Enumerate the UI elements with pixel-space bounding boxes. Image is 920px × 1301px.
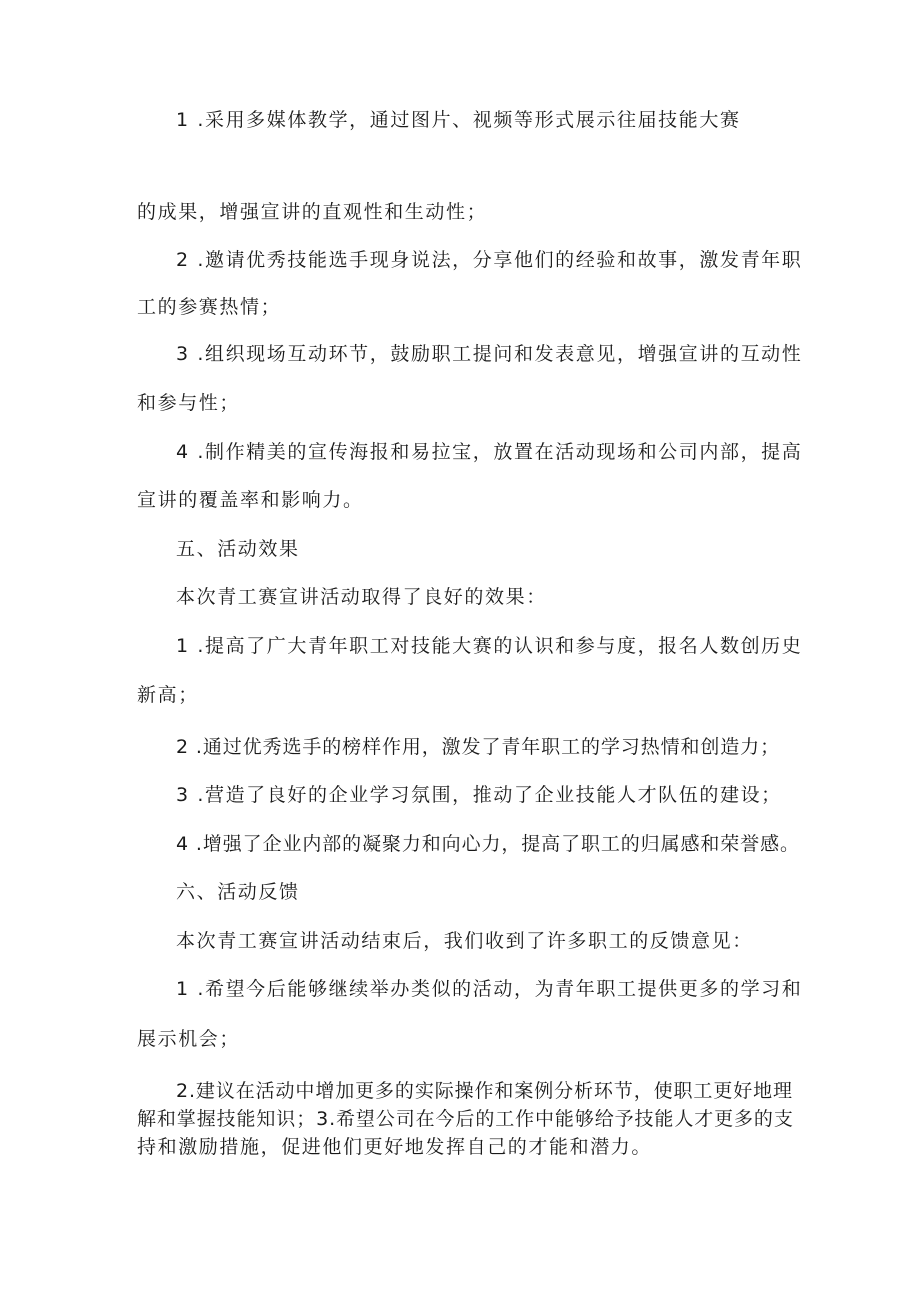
paragraph-line: 1 .提高了广大青年职工对技能大赛的认识和参与度，报名人数创历史 <box>176 635 803 657</box>
paragraph-line: 3 .组织现场互动环节，鼓励职工提问和发表意见，增强宣讲的互动性 <box>176 343 803 365</box>
section-heading: 六、活动反馈 <box>176 881 300 903</box>
paragraph-line: 持和激励措施，促进他们更好地发挥自己的才能和潜力。 <box>137 1136 653 1158</box>
paragraph-line: 宣讲的覆盖率和影响力。 <box>137 489 364 511</box>
paragraph-line: 4 .增强了企业内部的凝聚力和向心力，提高了职工的归属感和荣誉感。 <box>176 833 800 855</box>
paragraph-line: 本次青工赛宣讲活动取得了良好的效果： <box>176 586 547 608</box>
section-heading: 五、活动效果 <box>176 538 300 560</box>
paragraph-line: 本次青工赛宣讲活动结束后，我们收到了许多职工的反馈意见： <box>176 930 753 952</box>
paragraph-line: 的成果，增强宣讲的直观性和生动性； <box>137 201 488 223</box>
paragraph-line: 3 .营造了良好的企业学习氛围，推动了企业技能人才队伍的建设； <box>176 784 782 806</box>
paragraph-line: 1 .希望今后能够继续举办类似的活动，为青年职工提供更多的学习和 <box>176 978 803 1000</box>
paragraph-line: 1 .采用多媒体教学，通过图片、视频等形式展示往届技能大赛 <box>176 109 741 131</box>
paragraph-line: 解和掌握技能知识；3.希望公司在今后的工作中能够给予技能人才更多的支 <box>137 1108 794 1130</box>
paragraph-line: 工的参赛热情； <box>137 296 282 318</box>
paragraph-line: 2 .邀请优秀技能选手现身说法，分享他们的经验和故事，激发青年职 <box>176 249 803 271</box>
paragraph-line: 和参与性； <box>137 392 241 414</box>
paragraph-line: 2.建议在活动中增加更多的实际操作和案例分析环节，使职工更好地理 <box>176 1080 793 1102</box>
paragraph-line: 展示机会； <box>137 1028 241 1050</box>
paragraph-line: 新高； <box>137 684 199 706</box>
paragraph-line: 2 .通过优秀选手的榜样作用，激发了青年职工的学习热情和创造力； <box>176 736 780 758</box>
paragraph-line: 4 .制作精美的宣传海报和易拉宝，放置在活动现场和公司内部，提高 <box>176 441 803 463</box>
